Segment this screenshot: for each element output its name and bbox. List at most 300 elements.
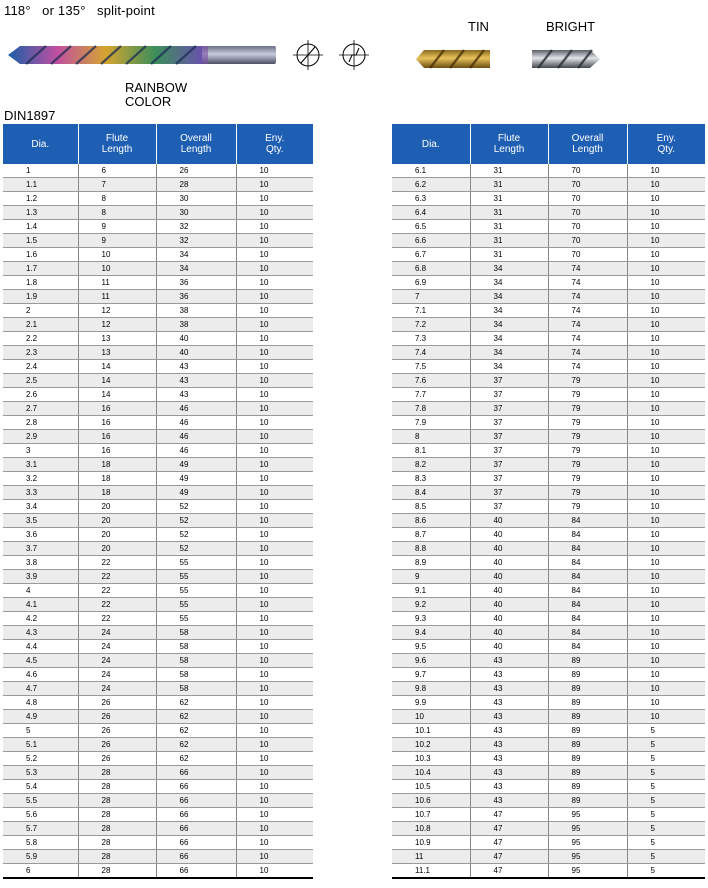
cell-qty: 5	[627, 752, 705, 766]
cell-overall-length: 66	[156, 780, 236, 794]
cell-dia: 10.4	[392, 766, 470, 780]
cell-qty: 10	[627, 626, 705, 640]
cell-flute-length: 9	[78, 234, 156, 248]
cell-flute-length: 47	[470, 864, 548, 879]
cell-dia: 3.6	[3, 528, 78, 542]
cell-flute-length: 40	[470, 528, 548, 542]
table-row	[3, 374, 313, 388]
cell-overall-length: 58	[156, 668, 236, 682]
cell-qty: 10	[236, 220, 313, 234]
cell-overall-length: 79	[548, 402, 627, 416]
table-row	[392, 164, 705, 178]
cell-flute-length: 14	[78, 374, 156, 388]
col-header-dia: Dia.	[392, 124, 470, 164]
cell-flute-length: 37	[470, 458, 548, 472]
cell-dia: 3	[3, 444, 78, 458]
table-row	[392, 248, 705, 262]
cell-qty: 10	[627, 304, 705, 318]
cell-flute-length: 9	[78, 220, 156, 234]
cell-qty: 10	[627, 430, 705, 444]
cell-overall-length: 79	[548, 472, 627, 486]
table-row	[392, 388, 705, 402]
cell-overall-length: 74	[548, 346, 627, 360]
cell-flute-length: 16	[78, 444, 156, 458]
table-header-row	[3, 124, 313, 164]
cell-dia: 3.3	[3, 486, 78, 500]
cell-dia: 10.2	[392, 738, 470, 752]
cell-flute-length: 31	[470, 192, 548, 206]
cell-flute-length: 34	[470, 262, 548, 276]
cell-dia: 7.1	[392, 304, 470, 318]
cell-dia: 3.8	[3, 556, 78, 570]
cell-overall-length: 89	[548, 766, 627, 780]
cell-flute-length: 28	[78, 836, 156, 850]
cell-dia: 4.2	[3, 612, 78, 626]
rainbow-label-line2: COLOR	[125, 94, 172, 109]
cell-overall-length: 43	[156, 388, 236, 402]
cell-dia: 5.1	[3, 738, 78, 752]
table-row	[3, 248, 313, 262]
cell-overall-length: 66	[156, 822, 236, 836]
cell-qty: 10	[236, 374, 313, 388]
cell-dia: 8.5	[392, 500, 470, 514]
rainbow-label-line1: RAINBOW	[125, 80, 188, 95]
cell-flute-length: 43	[470, 766, 548, 780]
table-row	[3, 178, 313, 192]
cell-flute-length: 28	[78, 808, 156, 822]
table-row	[3, 234, 313, 248]
cell-qty: 10	[236, 668, 313, 682]
cell-dia: 4.5	[3, 654, 78, 668]
cell-dia: 9.6	[392, 654, 470, 668]
cell-overall-length: 43	[156, 360, 236, 374]
table-row	[392, 850, 705, 864]
cell-flute-length: 24	[78, 640, 156, 654]
cell-flute-length: 37	[470, 374, 548, 388]
cell-qty: 10	[627, 486, 705, 500]
cell-overall-length: 84	[548, 542, 627, 556]
table-row	[3, 612, 313, 626]
table-row	[392, 458, 705, 472]
table-row	[392, 682, 705, 696]
cell-overall-length: 84	[548, 598, 627, 612]
cell-overall-length: 66	[156, 850, 236, 864]
cell-qty: 10	[236, 332, 313, 346]
cell-overall-length: 79	[548, 444, 627, 458]
cell-dia: 10.6	[392, 794, 470, 808]
cell-dia: 5	[3, 724, 78, 738]
cell-flute-length: 43	[470, 724, 548, 738]
cell-qty: 10	[236, 486, 313, 500]
table-row	[392, 206, 705, 220]
bright-drill-image	[530, 46, 602, 72]
cell-qty: 10	[236, 206, 313, 220]
cell-flute-length: 16	[78, 416, 156, 430]
table-row	[392, 346, 705, 360]
table-row	[3, 822, 313, 836]
cell-dia: 4.6	[3, 668, 78, 682]
table-row	[3, 668, 313, 682]
table-row	[3, 276, 313, 290]
table-row	[392, 836, 705, 850]
cell-overall-length: 49	[156, 486, 236, 500]
cell-dia: 1.6	[3, 248, 78, 262]
table-row	[3, 164, 313, 178]
cell-qty: 10	[236, 192, 313, 206]
table-row	[3, 220, 313, 234]
cell-flute-length: 43	[470, 668, 548, 682]
cell-flute-length: 43	[470, 654, 548, 668]
table-row	[3, 682, 313, 696]
cell-overall-length: 66	[156, 794, 236, 808]
cell-qty: 10	[627, 248, 705, 262]
table-row	[3, 794, 313, 808]
cell-overall-length: 34	[156, 262, 236, 276]
cell-qty: 10	[236, 444, 313, 458]
cell-qty: 10	[627, 556, 705, 570]
cell-flute-length: 31	[470, 248, 548, 262]
cell-dia: 8.7	[392, 528, 470, 542]
table-row	[3, 304, 313, 318]
cell-flute-length: 40	[470, 514, 548, 528]
cell-flute-length: 37	[470, 402, 548, 416]
cell-qty: 10	[627, 234, 705, 248]
cell-overall-length: 74	[548, 360, 627, 374]
cell-overall-length: 55	[156, 570, 236, 584]
col-header-qty: Eny. Qty.	[627, 124, 705, 164]
cell-flute-length: 22	[78, 570, 156, 584]
cell-dia: 8.8	[392, 542, 470, 556]
cell-overall-length: 95	[548, 808, 627, 822]
cell-flute-length: 47	[470, 822, 548, 836]
table-row	[3, 808, 313, 822]
cell-qty: 10	[236, 640, 313, 654]
table-row	[392, 500, 705, 514]
cell-flute-length: 43	[470, 738, 548, 752]
cell-qty: 10	[627, 192, 705, 206]
table-row	[3, 206, 313, 220]
cell-flute-length: 40	[470, 570, 548, 584]
cell-qty: 10	[627, 528, 705, 542]
cell-dia: 2.1	[3, 318, 78, 332]
cell-overall-length: 36	[156, 290, 236, 304]
cell-qty: 5	[627, 780, 705, 794]
cell-overall-length: 89	[548, 738, 627, 752]
cell-overall-length: 49	[156, 472, 236, 486]
cell-qty: 10	[627, 332, 705, 346]
cell-flute-length: 40	[470, 556, 548, 570]
cell-flute-length: 28	[78, 780, 156, 794]
table-row	[392, 486, 705, 500]
cell-overall-length: 70	[548, 178, 627, 192]
cell-overall-length: 74	[548, 332, 627, 346]
cell-overall-length: 49	[156, 458, 236, 472]
cell-flute-length: 34	[470, 304, 548, 318]
table-row	[3, 696, 313, 710]
cell-overall-length: 84	[548, 612, 627, 626]
cell-flute-length: 14	[78, 360, 156, 374]
cell-dia: 9.4	[392, 626, 470, 640]
table-row	[392, 276, 705, 290]
cell-overall-length: 66	[156, 808, 236, 822]
cell-flute-length: 22	[78, 556, 156, 570]
table-row	[392, 766, 705, 780]
cell-qty: 10	[627, 220, 705, 234]
cell-flute-length: 31	[470, 234, 548, 248]
cell-flute-length: 47	[470, 850, 548, 864]
cell-qty: 10	[627, 346, 705, 360]
cell-flute-length: 28	[78, 794, 156, 808]
cell-dia: 4.7	[3, 682, 78, 696]
table-row	[392, 178, 705, 192]
cell-dia: 2.4	[3, 360, 78, 374]
table-row	[392, 374, 705, 388]
table-row	[392, 556, 705, 570]
cell-qty: 10	[236, 234, 313, 248]
cell-flute-length: 43	[470, 752, 548, 766]
cell-dia: 5.4	[3, 780, 78, 794]
col-header-overall-length: Overall Length	[548, 124, 627, 164]
cell-overall-length: 95	[548, 864, 627, 879]
table-row	[392, 444, 705, 458]
cell-dia: 2.9	[3, 430, 78, 444]
cell-dia: 7.2	[392, 318, 470, 332]
cell-overall-length: 43	[156, 374, 236, 388]
cell-dia: 5.9	[3, 850, 78, 864]
cell-qty: 10	[627, 388, 705, 402]
cell-overall-length: 70	[548, 164, 627, 178]
cell-overall-length: 58	[156, 682, 236, 696]
cell-flute-length: 8	[78, 206, 156, 220]
table-row	[392, 542, 705, 556]
cell-qty: 10	[627, 710, 705, 724]
cell-overall-length: 46	[156, 416, 236, 430]
cell-flute-length: 40	[470, 598, 548, 612]
cell-overall-length: 84	[548, 584, 627, 598]
col-header-flute-length: Flute Length	[470, 124, 548, 164]
table-row	[3, 640, 313, 654]
cell-flute-length: 31	[470, 178, 548, 192]
table-row	[392, 864, 705, 879]
table-row	[3, 500, 313, 514]
table-row	[3, 780, 313, 794]
table-row	[3, 598, 313, 612]
cell-flute-length: 12	[78, 318, 156, 332]
table-row	[392, 738, 705, 752]
cell-dia: 7.8	[392, 402, 470, 416]
cell-qty: 10	[236, 612, 313, 626]
cell-qty: 10	[627, 360, 705, 374]
col-header-flute-length: Flute Length	[78, 124, 156, 164]
table-row	[392, 570, 705, 584]
cell-dia: 7.9	[392, 416, 470, 430]
cell-flute-length: 31	[470, 220, 548, 234]
cell-flute-length: 13	[78, 332, 156, 346]
cell-qty: 10	[236, 780, 313, 794]
cell-qty: 10	[236, 794, 313, 808]
cell-flute-length: 47	[470, 808, 548, 822]
cell-dia: 6.1	[392, 164, 470, 178]
cell-overall-length: 62	[156, 696, 236, 710]
cell-overall-length: 32	[156, 220, 236, 234]
cell-dia: 8.4	[392, 486, 470, 500]
cell-qty: 10	[236, 402, 313, 416]
cell-dia: 1.9	[3, 290, 78, 304]
cell-dia: 5.5	[3, 794, 78, 808]
cell-flute-length: 20	[78, 542, 156, 556]
cell-dia: 5.2	[3, 752, 78, 766]
table-row	[392, 416, 705, 430]
cell-qty: 10	[236, 654, 313, 668]
cell-flute-length: 26	[78, 696, 156, 710]
cell-qty: 10	[627, 458, 705, 472]
cell-overall-length: 66	[156, 864, 236, 879]
cell-overall-length: 84	[548, 626, 627, 640]
cell-overall-length: 70	[548, 206, 627, 220]
cell-qty: 10	[627, 290, 705, 304]
cell-dia: 6.8	[392, 262, 470, 276]
cell-flute-length: 31	[470, 164, 548, 178]
cell-overall-length: 79	[548, 388, 627, 402]
cell-overall-length: 28	[156, 178, 236, 192]
cell-dia: 6.7	[392, 248, 470, 262]
cell-qty: 10	[627, 542, 705, 556]
cell-flute-length: 40	[470, 542, 548, 556]
table-row	[3, 542, 313, 556]
cell-overall-length: 38	[156, 304, 236, 318]
bright-label: BRIGHT	[546, 19, 596, 34]
cell-dia: 7.7	[392, 388, 470, 402]
cell-dia: 2	[3, 304, 78, 318]
cell-dia: 1.7	[3, 262, 78, 276]
rainbow-color-label	[125, 81, 187, 109]
cell-qty: 10	[236, 178, 313, 192]
cell-qty: 10	[627, 598, 705, 612]
cell-overall-length: 89	[548, 724, 627, 738]
rainbow-drill-image	[6, 40, 278, 70]
cell-dia: 10.5	[392, 780, 470, 794]
table-row	[392, 528, 705, 542]
cell-flute-length: 43	[470, 682, 548, 696]
cell-flute-length: 10	[78, 248, 156, 262]
cell-dia: 7.3	[392, 332, 470, 346]
cell-qty: 10	[236, 346, 313, 360]
cell-overall-length: 89	[548, 780, 627, 794]
cell-qty: 10	[236, 850, 313, 864]
table-row	[392, 262, 705, 276]
cell-dia: 1.2	[3, 192, 78, 206]
cell-qty: 10	[627, 640, 705, 654]
cell-qty: 10	[236, 864, 313, 879]
cell-qty: 10	[236, 822, 313, 836]
cell-qty: 10	[236, 514, 313, 528]
table-row	[3, 346, 313, 360]
cell-qty: 10	[236, 290, 313, 304]
table-row	[3, 850, 313, 864]
cell-qty: 10	[236, 682, 313, 696]
cell-dia: 3.9	[3, 570, 78, 584]
cell-qty: 5	[627, 766, 705, 780]
cell-qty: 10	[236, 570, 313, 584]
table-row	[392, 584, 705, 598]
cell-overall-length: 32	[156, 234, 236, 248]
cell-dia: 3.1	[3, 458, 78, 472]
cell-qty: 10	[236, 416, 313, 430]
table-row	[392, 794, 705, 808]
cell-dia: 2.2	[3, 332, 78, 346]
cell-overall-length: 74	[548, 304, 627, 318]
table-row	[3, 514, 313, 528]
cell-dia: 3.4	[3, 500, 78, 514]
table-row	[3, 430, 313, 444]
table-row	[392, 290, 705, 304]
table-row	[392, 332, 705, 346]
cell-dia: 9.9	[392, 696, 470, 710]
cell-flute-length: 6	[78, 164, 156, 178]
cell-dia: 10.9	[392, 836, 470, 850]
cell-overall-length: 52	[156, 514, 236, 528]
col-header-qty: Eny. Qty.	[236, 124, 313, 164]
cell-qty: 10	[236, 276, 313, 290]
cell-qty: 10	[627, 178, 705, 192]
cell-flute-length: 28	[78, 766, 156, 780]
cell-qty: 5	[627, 808, 705, 822]
cell-qty: 10	[627, 472, 705, 486]
cell-dia: 4.9	[3, 710, 78, 724]
cell-overall-length: 55	[156, 584, 236, 598]
cell-overall-length: 79	[548, 486, 627, 500]
cell-dia: 6.2	[392, 178, 470, 192]
cell-flute-length: 16	[78, 430, 156, 444]
cell-dia: 1.1	[3, 178, 78, 192]
cell-qty: 10	[627, 514, 705, 528]
table-row	[3, 192, 313, 206]
cell-dia: 4.4	[3, 640, 78, 654]
cell-flute-length: 22	[78, 584, 156, 598]
cell-flute-length: 37	[470, 430, 548, 444]
table-row	[392, 808, 705, 822]
cell-overall-length: 52	[156, 528, 236, 542]
cell-overall-length: 84	[548, 570, 627, 584]
cell-dia: 6	[3, 864, 78, 879]
cell-overall-length: 38	[156, 318, 236, 332]
table-row	[392, 724, 705, 738]
cell-qty: 10	[627, 500, 705, 514]
cell-qty: 10	[236, 626, 313, 640]
table-row	[3, 710, 313, 724]
table-header-row	[392, 124, 705, 164]
cell-overall-length: 74	[548, 318, 627, 332]
cell-dia: 4	[3, 584, 78, 598]
tin-label: TIN	[468, 19, 489, 34]
cell-flute-length: 22	[78, 612, 156, 626]
cell-overall-length: 52	[156, 500, 236, 514]
cell-flute-length: 40	[470, 640, 548, 654]
table-row	[392, 234, 705, 248]
cell-overall-length: 95	[548, 850, 627, 864]
cell-overall-length: 74	[548, 262, 627, 276]
table-row	[3, 262, 313, 276]
cell-dia: 8.3	[392, 472, 470, 486]
spec-table-left	[3, 124, 313, 879]
cell-dia: 7.5	[392, 360, 470, 374]
cell-dia: 6.6	[392, 234, 470, 248]
table-row	[3, 486, 313, 500]
cell-overall-length: 74	[548, 290, 627, 304]
cell-overall-length: 84	[548, 528, 627, 542]
table-row	[392, 304, 705, 318]
cell-qty: 10	[236, 836, 313, 850]
